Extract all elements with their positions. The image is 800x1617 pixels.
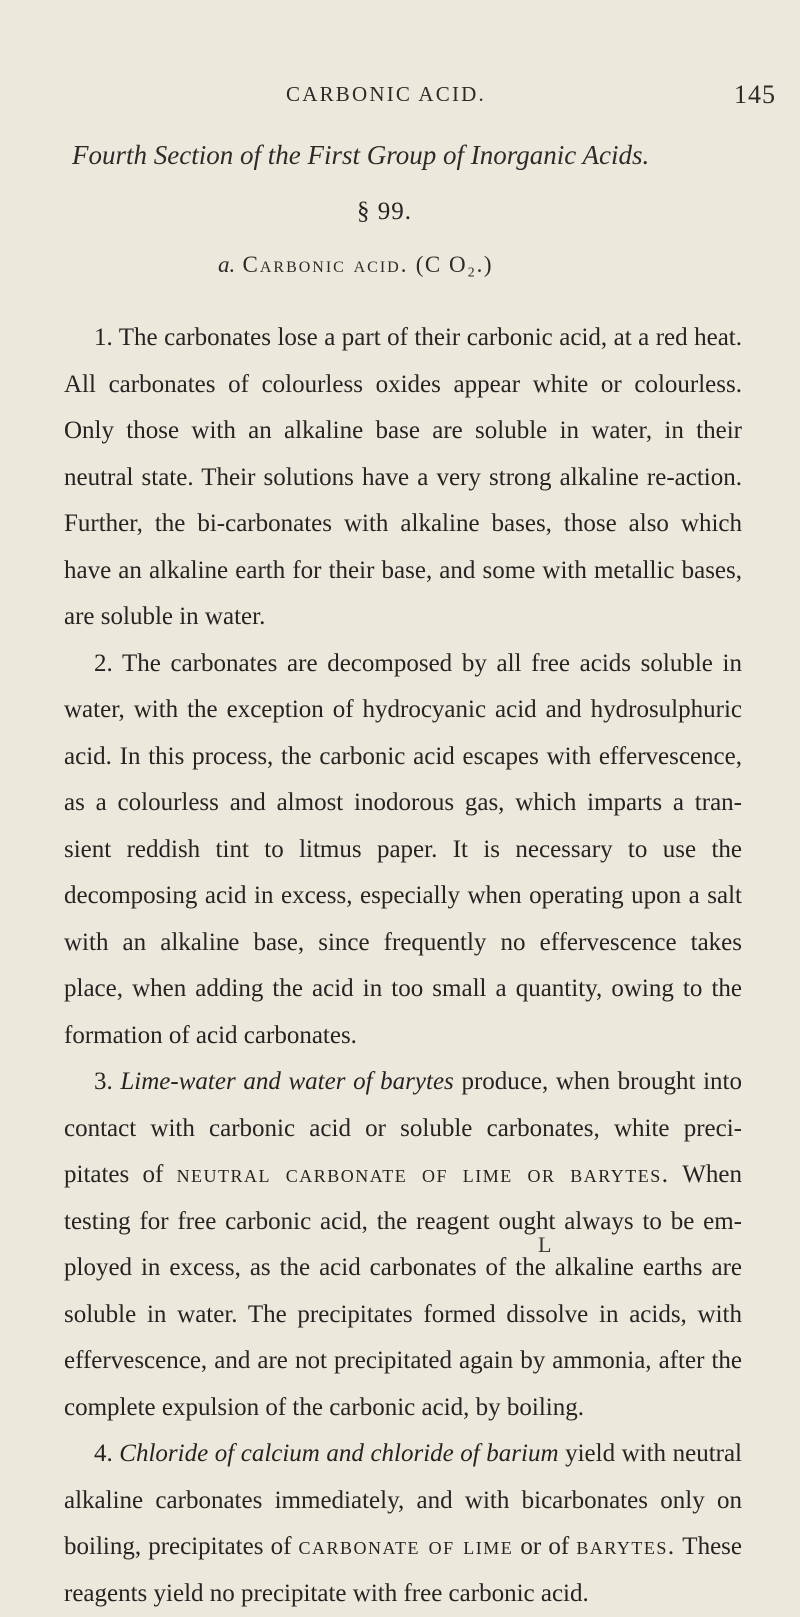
- section-heading: Fourth Section of the First Group of Inorganic Acids.: [72, 140, 650, 170]
- paragraph-3-text-end: When testing for free carbonic acid, the reagent ought always to be em-ployed in excess, as the acid carbonates of the alkaline earths are soluble in water. The precipitates formed dissolve in acids, with effervescence, and are not precipitated again by ammonia, after the complete expulsion of the carbonic acid, by boiling.: [64, 1161, 742, 1421]
- paragraph-4-precipitate-lime: carbonate of lime: [298, 1533, 514, 1560]
- paragraph-3-number: 3.: [94, 1068, 113, 1095]
- paragraph-3-text: produce, when brought into contact with carbonic acid or soluble carbonates, white preci-pitates of: [64, 1068, 742, 1188]
- paragraph-2: 2. The carbonates are decomposed by all free acids soluble in water, with the exception of hydrocyanic acid and hydrosulphuric acid. In this process, the carbonic acid escapes with effervescence, as a colourless and almost inodorous gas, which imparts a tran-sient reddish tint to litmus paper. It is necessary to use the decomposing acid in excess, especially when operating upon a salt with an alkaline base, since frequently no effervescence takes place, when adding the acid in too small a quantity, owing to the formation of acid carbonates.: [64, 649, 742, 1049]
- subject-heading-name: Carbonic acid.: [242, 252, 409, 277]
- paragraph-4: [64, 1431, 742, 1617]
- paragraph-4-reagent: Chloride of calcium and chloride of barium: [119, 1440, 559, 1467]
- paragraph-3-reagent: Lime-water and water of barytes: [120, 1068, 454, 1095]
- paragraph-3-precipitate: neutral carbonate of lime or barytes.: [176, 1161, 670, 1188]
- subject-heading-formula: (C O₂.): [415, 252, 494, 277]
- paragraph-4-text-end: These reagents yield no precipitate with free carbonic acid.: [64, 1533, 742, 1607]
- paragraph-1: 1. The carbonates lose a part of their carbonic acid, at a red heat. All carbonates of colourless oxides appear white or colourless. Only those with an alkaline base are soluble in water, in their neutral state. Their solutions have a very strong alkaline re-action. Further, the bi-carbonates with alkaline bases, those also which have an alkaline earth for their base, and some with metallic bases, are soluble in water.: [64, 324, 742, 630]
- subject-heading: [218, 252, 493, 278]
- running-title: CARBONIC ACID.: [286, 82, 486, 106]
- paragraph-4-number: 4.: [94, 1440, 113, 1467]
- paragraph-4-or: or of: [513, 1533, 577, 1560]
- paragraph-4-text: yield with neutral alkaline carbonates immediately, and with bicarbonates only on boiling, precipitates of: [64, 1440, 743, 1560]
- paragraph-mark: § 99.: [357, 198, 412, 225]
- signature-mark: L: [538, 1232, 552, 1257]
- running-head: [0, 82, 800, 112]
- page-number: 145: [734, 80, 776, 109]
- paragraph-3: [64, 1059, 742, 1431]
- paragraph-4-precipitate-barytes: barytes.: [576, 1533, 676, 1560]
- body-text: [64, 315, 742, 1617]
- subject-heading-letter: a.: [218, 252, 236, 277]
